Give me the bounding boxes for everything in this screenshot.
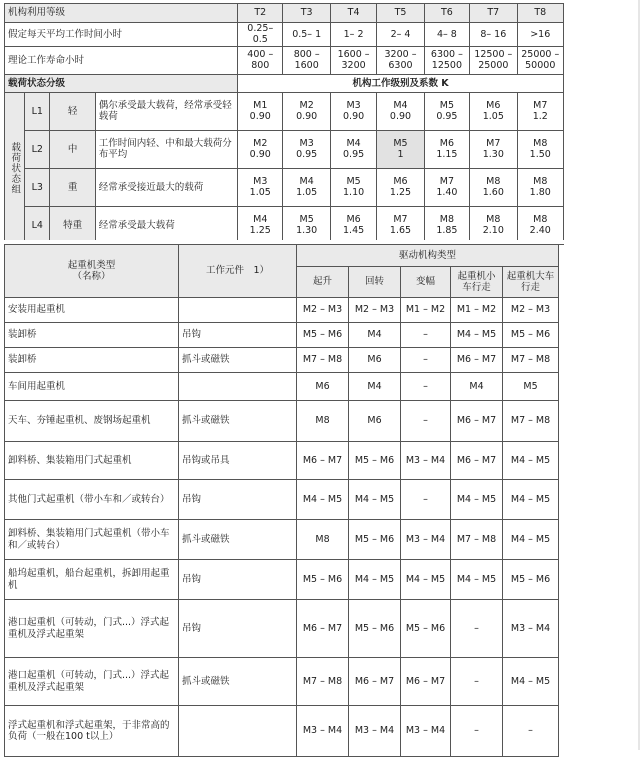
drive-col-luff: 变幅 (401, 267, 451, 298)
drive-class-cell: – (401, 373, 451, 401)
crane-row (5, 323, 559, 348)
grade-cell: T6 (424, 4, 469, 23)
crane-type: 装卸桥 (5, 348, 179, 373)
drive-class-cell: M7 – M8 (297, 348, 349, 373)
life-cell: 400 – 800 (238, 46, 283, 74)
class-cell: M3 0.90 (330, 92, 376, 130)
drive-class-cell: M3 – M4 (401, 520, 451, 560)
drive-class-cell: M8 (297, 520, 349, 560)
class-cell: M4 0.95 (330, 130, 376, 168)
crane-rows (5, 298, 559, 757)
crane-row (5, 600, 559, 658)
drive-class-cell: M6 (349, 348, 401, 373)
class-cell: M2 0.90 (238, 130, 283, 168)
work-element: 吊钩 (179, 480, 297, 520)
class-cell: M3 1.05 (238, 168, 283, 206)
grade-cell: T4 (330, 4, 376, 23)
drive-class-cell: M4 – M5 (451, 323, 503, 348)
grade-cell: T3 (283, 4, 330, 23)
crane-type-header: 起重机类型 （名称） (5, 245, 179, 298)
load-code: L2 (25, 130, 50, 168)
page-edge (638, 0, 640, 750)
life-cell: 25000 – 50000 (517, 46, 563, 74)
life-cell: 800 – 1600 (283, 46, 330, 74)
crane-type: 卸料桥、集装箱用门式起重机（带小车和／或转台） (5, 520, 179, 560)
drive-class-cell: M5 – M6 (349, 520, 401, 560)
crane-type: 船坞起重机，船台起重机，拆卸用起重机 (5, 560, 179, 600)
crane-type: 港口起重机（可转动，门式...）浮式起重机及浮式起重架 (5, 600, 179, 658)
load-level: 中 (50, 130, 95, 168)
hours-cell: 2– 4 (377, 23, 424, 47)
load-level: 重 (50, 168, 95, 206)
drive-class-cell: M2 – M3 (503, 298, 559, 323)
usage-grade-label: 机构利用等级 (5, 4, 238, 23)
crane-row (5, 560, 559, 600)
class-cell: M6 1.15 (424, 130, 469, 168)
load-desc: 工作时间内轻、中和最大载荷分布平均 (95, 130, 237, 168)
hours-cell: 4– 8 (424, 23, 469, 47)
drive-class-cell: M6 (349, 401, 401, 442)
class-cell: M6 1.45 (330, 206, 376, 244)
drive-class-cell: M4 – M5 (451, 480, 503, 520)
work-element: 抓斗或磁铁 (179, 520, 297, 560)
drive-class-cell: M4 – M5 (401, 560, 451, 600)
drive-class-cell: M3 – M4 (401, 706, 451, 757)
crane-type-table (4, 244, 559, 757)
drive-class-cell: M6 – M7 (297, 600, 349, 658)
class-cell: M7 1.40 (424, 168, 469, 206)
life-cell: 3200 – 6300 (377, 46, 424, 74)
drive-class-cell: M4 – M5 (297, 480, 349, 520)
crane-type: 安装用起重机 (5, 298, 179, 323)
class-cell: M8 1.85 (424, 206, 469, 244)
drive-class-cell: M5 – M6 (503, 323, 559, 348)
drive-class-cell: – (451, 706, 503, 757)
hours-cell: 0.25– 0.5 (238, 23, 283, 47)
work-class-table (4, 3, 564, 245)
work-element: 抓斗或磁铁 (179, 348, 297, 373)
drive-class-cell: M5 – M6 (503, 560, 559, 600)
load-code: L3 (25, 168, 50, 206)
load-desc: 经常承受接近最大的载荷 (95, 168, 237, 206)
class-cell: M6 1.25 (377, 168, 424, 206)
drive-col-hoist: 起升 (297, 267, 349, 298)
drive-class-cell: M2 – M3 (349, 298, 401, 323)
load-row-l3 (5, 168, 564, 206)
drive-col-travel: 起重机大车行走 (503, 267, 559, 298)
class-coef-label: 机构工作级别及系数 K (238, 74, 564, 92)
drive-class-cell: M4 – M5 (349, 560, 401, 600)
load-group-label: 载荷状态组 (5, 92, 25, 244)
drive-class-cell: M4 – M5 (349, 480, 401, 520)
crane-type: 港口起重机（可转动，门式...）浮式起重机及浮式起重架 (5, 658, 179, 706)
drive-class-cell: M4 – M5 (503, 480, 559, 520)
work-element-header: 工作元件 1） (179, 245, 297, 298)
drive-class-cell: M4 – M5 (503, 520, 559, 560)
work-element: 抓斗或磁铁 (179, 658, 297, 706)
life-cell: 1600 – 3200 (330, 46, 376, 74)
class-cell: M8 1.80 (517, 168, 563, 206)
drive-class-cell: M7 – M8 (451, 520, 503, 560)
drive-class-cell: M8 (297, 401, 349, 442)
drive-class-cell: – (401, 348, 451, 373)
drive-class-cell: M4 – M5 (503, 658, 559, 706)
crane-row (5, 442, 559, 480)
drive-class-cell: – (401, 323, 451, 348)
drive-col-trolley: 起重机小车行走 (451, 267, 503, 298)
crane-row (5, 706, 559, 757)
load-level: 轻 (50, 92, 95, 130)
drive-class-cell: – (451, 600, 503, 658)
load-header-row (5, 74, 564, 92)
load-row-l2 (5, 130, 564, 168)
drive-class-cell: M6 – M7 (297, 442, 349, 480)
hours-row (5, 23, 564, 47)
class-cell: M2 0.90 (283, 92, 330, 130)
class-cell: M4 1.05 (283, 168, 330, 206)
crane-type: 装卸桥 (5, 323, 179, 348)
drive-class-cell: M7 – M8 (297, 658, 349, 706)
load-state-label: 载荷状态分级 (5, 74, 238, 92)
crane-row (5, 658, 559, 706)
class-cell: M7 1.30 (470, 130, 517, 168)
life-cell: 12500 – 25000 (470, 46, 517, 74)
drive-class-cell: M5 – M6 (297, 323, 349, 348)
life-label: 理论工作寿命小时 (5, 46, 238, 74)
grade-cell: T8 (517, 4, 563, 23)
load-code: L1 (25, 92, 50, 130)
drive-class-cell: – (401, 401, 451, 442)
grade-cell: T7 (470, 4, 517, 23)
class-cell: M5 0.95 (424, 92, 469, 130)
hours-cell: >16 (517, 23, 563, 47)
class-cell: M8 1.60 (470, 168, 517, 206)
class-cell-highlighted: M5 1 (377, 130, 424, 168)
drive-class-cell: M6 – M7 (451, 401, 503, 442)
crane-row (5, 298, 559, 323)
load-desc: 经常承受最大载荷 (95, 206, 237, 244)
drive-class-cell: M2 – M3 (297, 298, 349, 323)
drive-class-cell: M3 – M4 (401, 442, 451, 480)
load-level: 特重 (50, 206, 95, 244)
work-element: 吊钩 (179, 560, 297, 600)
work-element: 吊钩 (179, 323, 297, 348)
life-row (5, 46, 564, 74)
drive-class-cell: M6 – M7 (451, 348, 503, 373)
drive-class-cell: M3 – M4 (503, 600, 559, 658)
crane-row (5, 373, 559, 401)
load-row-l4 (5, 206, 564, 244)
class-cell: M5 1.10 (330, 168, 376, 206)
class-cell: M3 0.95 (283, 130, 330, 168)
drive-class-cell: M7 – M8 (503, 348, 559, 373)
drive-class-cell: M5 – M6 (297, 560, 349, 600)
class-cell: M7 1.2 (517, 92, 563, 130)
drive-type-header: 驱动机构类型 (297, 245, 559, 267)
grade-cell: T2 (238, 4, 283, 23)
work-element: 吊钩 (179, 600, 297, 658)
load-row-l1 (5, 92, 564, 130)
grade-row (5, 4, 564, 23)
class-cell: M8 2.10 (470, 206, 517, 244)
drive-class-cell: M1 – M2 (401, 298, 451, 323)
work-element: 吊钩或吊具 (179, 442, 297, 480)
work-element: 抓斗或磁铁 (179, 401, 297, 442)
crane-type: 车间用起重机 (5, 373, 179, 401)
crane-type: 天车、夯锤起重机、废钢场起重机 (5, 401, 179, 442)
drive-class-cell: – (503, 706, 559, 757)
drive-class-cell: M5 (503, 373, 559, 401)
load-desc: 偶尔承受最大载荷，经常承受轻载荷 (95, 92, 237, 130)
drive-class-cell: M5 – M6 (401, 600, 451, 658)
work-element (179, 373, 297, 401)
drive-class-cell: M4 – M5 (451, 560, 503, 600)
drive-class-cell: M6 – M7 (401, 658, 451, 706)
table-separator (0, 240, 642, 244)
header-row-1 (5, 245, 559, 267)
class-cell: M6 1.05 (470, 92, 517, 130)
drive-class-cell: M3 – M4 (297, 706, 349, 757)
crane-row (5, 520, 559, 560)
drive-class-cell: M6 (297, 373, 349, 401)
crane-row (5, 480, 559, 520)
class-cell: M1 0.90 (238, 92, 283, 130)
drive-class-cell: M4 (451, 373, 503, 401)
crane-row (5, 348, 559, 373)
load-code: L4 (25, 206, 50, 244)
drive-class-cell: M4 (349, 323, 401, 348)
crane-row (5, 401, 559, 442)
drive-class-cell: M1 – M2 (451, 298, 503, 323)
class-cell: M7 1.65 (377, 206, 424, 244)
drive-class-cell: – (401, 480, 451, 520)
class-cell: M8 1.50 (517, 130, 563, 168)
class-cell: M4 1.25 (238, 206, 283, 244)
hours-cell: 1– 2 (330, 23, 376, 47)
drive-class-cell: M6 – M7 (451, 442, 503, 480)
crane-type: 卸料桥、集装箱用门式起重机 (5, 442, 179, 480)
drive-class-cell: M7 – M8 (503, 401, 559, 442)
drive-class-cell: – (451, 658, 503, 706)
life-cell: 6300 – 12500 (424, 46, 469, 74)
hours-label: 假定每天平均工作时间小时 (5, 23, 238, 47)
drive-class-cell: M4 (349, 373, 401, 401)
drive-class-cell: M5 – M6 (349, 600, 401, 658)
work-element (179, 298, 297, 323)
hours-cell: 8– 16 (470, 23, 517, 47)
class-cell: M5 1.30 (283, 206, 330, 244)
grade-cell: T5 (377, 4, 424, 23)
drive-class-cell: M5 – M6 (349, 442, 401, 480)
class-cell: M4 0.90 (377, 92, 424, 130)
class-cell: M8 2.40 (517, 206, 563, 244)
crane-type: 其他门式起重机（带小车和／或转台） (5, 480, 179, 520)
crane-type: 浮式起重机和浮式起重架，于非常高的负荷（一般在100 t以上） (5, 706, 179, 757)
hours-cell: 0.5– 1 (283, 23, 330, 47)
drive-col-slew: 回转 (349, 267, 401, 298)
drive-class-cell: M4 – M5 (503, 442, 559, 480)
drive-class-cell: M6 – M7 (349, 658, 401, 706)
drive-class-cell: M3 – M4 (349, 706, 401, 757)
work-element (179, 706, 297, 757)
